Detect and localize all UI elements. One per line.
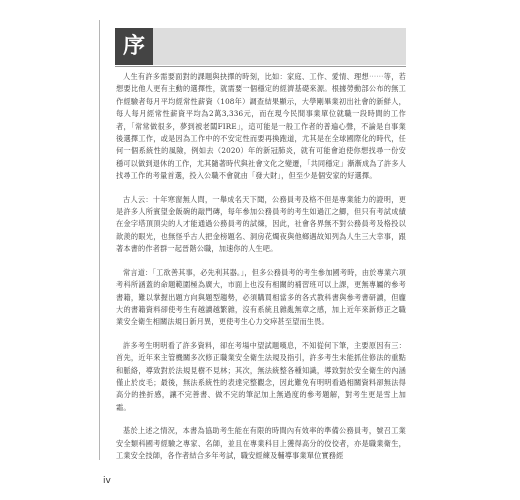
paragraph-5: 基於上述之情況，本書為協助考生能在有限的時間內有效率的準備公務員考，號召工業安全類科國考經驗之專家、名師，並且在專業科目上獲得高分的佼佼者，亦是職業衛生，工業安全技師，各作者結合多年考試，職安經練及輔導事業單位實務經 — [116, 426, 406, 460]
header-divider — [115, 66, 406, 67]
chapter-header-bar — [115, 28, 406, 65]
paragraph-4: 許多考生明明看了許多資料，卻在考場中望試題嘆息，不知從何下筆，主要原因有三：首先，近年來主管機關多次修正職業安全衛生法規及指引，許多考生未能抓住修法的重點和脈絡，導致對於法規見樹不見林；其次，無法統整各種知識，導致對於安全衛生的內涵僅止於皮毛；最後，無法系統性的表達完整觀念，因此難免有明明看過相關資料卻無法得高分的挫折感，讓不完善書、做不完的筆記加上無過度的參考題解，對考生更是雪上加霜。 — [116, 340, 406, 412]
page-margin-rule — [99, 20, 100, 460]
paragraph-1: 人生有許多需要面對的課題與抉擇的時刻，比如：家庭、工作、愛情、理想⋯⋯等，若想要比他人更有主動的選擇性，就需要一個穩定的經濟基礎來源。根據勞動部公布的無工作經驗者每月平均經常性薪資（108年）調查結果顯示，大學剛畢業初出社會的新鮮人，每人每月經常性薪資平均為2萬3,336元，而在現今民間事業單位就職一段時間的工作者，「常常做很多，夢到被老闆FIRE」，這可能是一般工作者的普遍心聲，不論是自事業後選擇工作，或是因為工作中的不安定性而要再換跑道，尤其是在全球國際化的時代，任何一個系統性的風險，例如去（2020）年的新冠肺炎，就有可能會迫使你想找尋一份安穩可以做到退休的工作，尤其隨著時代與社會文化之變遷，「共同穩定」漸漸成為了許多人找尋工作的考量首選，投入公職不會就由「發大財」，但至少是個安家的好選擇。 — [116, 72, 406, 181]
body-text — [116, 71, 406, 473]
paragraph-2: 古人云：十年寒窗無人問，一舉成名天下聞，公務員考及格不但是專業能力的證明，更是許多人所賓望金飯碗的敲門磚，每年參加公務員考的考生如過江之鯽，但只有考試成績在金字塔頂頂尖的人才能通過公務員考的試煉，因此，社會各界無不對公務員考及格投以歆羨的眼光，也無怪乎古人把金榜題名、洞房花燭夜與他鄉遇故知列為人生三大幸事，跟著本書的作者群一起晉階公職，加速你的人生吧。 — [116, 194, 406, 254]
paragraph-3: 常言道：「工欲善其事，必先利其器。」，但多公務員考的考生參加國考時，由於專業六項考科所涵蓋的命題範圍極為廣大，市面上也沒有相關的補習班可以上課，更無專屬的參考書籍，難以掌握出題方向與題型趨勢，必須購買相當多的各式教科書與參考書研讀，但龐大的書籍資料卻使考生有越讀越繁雜，沒有系統且雜亂無章之感，加上近年來新修正之職業安全衛生相關法規日新月異，更使考生心力交瘁甚至望而生畏。 — [116, 267, 406, 327]
page-number: iv — [103, 476, 111, 486]
chapter-title: 序 — [115, 28, 153, 65]
